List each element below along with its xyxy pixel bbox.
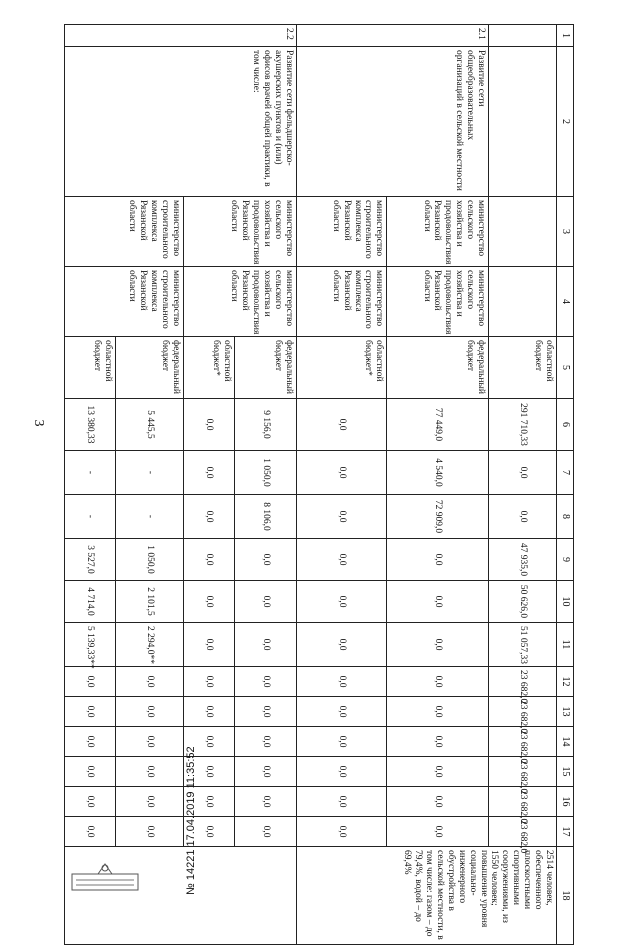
value-cell: 0,0 xyxy=(296,757,386,787)
executor-cell: министерство сельского хозяйства и продовольствия Рязанской области xyxy=(387,197,489,267)
value-cell: 0,0 xyxy=(115,787,183,817)
coexecutor-cell: министерство строительного комплекса Рязанской области xyxy=(65,267,184,337)
table-row xyxy=(387,25,489,945)
value-cell: 0,0 xyxy=(183,817,234,847)
value-cell: 23 682,0 xyxy=(489,697,557,727)
value-cell: 3 527,0 xyxy=(65,539,116,581)
value-cell: 0,0 xyxy=(387,581,489,623)
value-cell: 23 682,0 xyxy=(489,667,557,697)
col-header: 7 xyxy=(557,451,574,495)
value-cell: 0,0 xyxy=(234,757,296,787)
value-cell: 0,0 xyxy=(387,623,489,667)
value-cell: 50 626,0 xyxy=(489,581,557,623)
value-cell: 0,0 xyxy=(115,667,183,697)
value-cell: 1 050,0 xyxy=(115,539,183,581)
value-cell: 0,0 xyxy=(234,697,296,727)
col-header: 8 xyxy=(557,495,574,539)
value-cell: 4 540,0 xyxy=(387,451,489,495)
value-cell: 23 682,0 xyxy=(489,787,557,817)
col-header: 4 xyxy=(557,267,574,337)
value-cell: 0,0 xyxy=(234,787,296,817)
value-cell: 0,0 xyxy=(65,787,116,817)
value-cell: 0,0 xyxy=(387,697,489,727)
row-title: Развитие сети фельдшерско-акушерских пунктов и (или) офисов врачей общей практики, в том числе: xyxy=(65,47,297,197)
col-header: 9 xyxy=(557,539,574,581)
value-cell: 51 057,33 xyxy=(489,623,557,667)
coexecutor-cell: министерство сельского хозяйства и продовольствия Рязанской области xyxy=(387,267,489,337)
col-header: 6 xyxy=(557,399,574,451)
value-cell: 0,0 xyxy=(65,697,116,727)
value-cell: 0,0 xyxy=(387,667,489,697)
value-cell: 0,0 xyxy=(65,817,116,847)
value-cell: 0,0 xyxy=(65,727,116,757)
budget-cell: федеральный бюджет xyxy=(115,337,183,399)
value-cell: 0,0 xyxy=(387,539,489,581)
value-cell: 9 156,0 xyxy=(234,399,296,451)
value-cell: 0,0 xyxy=(183,539,234,581)
value-cell: 0,0 xyxy=(296,817,386,847)
value-cell: 5 139,33** xyxy=(65,623,116,667)
value-cell: 0,0 xyxy=(296,787,386,817)
registration-text: № 14221 17.04.2019 11:35:52 xyxy=(185,746,197,895)
value-cell: 0,0 xyxy=(183,727,234,757)
value-cell: 0,0 xyxy=(387,787,489,817)
value-cell: 77 449,0 xyxy=(387,399,489,451)
value-cell: 0,0 xyxy=(234,581,296,623)
document-registration-id xyxy=(185,640,199,900)
budget-cell: областной бюджет* xyxy=(296,337,386,399)
value-cell: 0,0 xyxy=(183,757,234,787)
col-header: 2 xyxy=(557,47,574,197)
budget-cell: федеральный бюджет xyxy=(387,337,489,399)
value-cell: 0,0 xyxy=(296,495,386,539)
value-cell: 5 445,5 xyxy=(115,399,183,451)
value-cell: 0,0 xyxy=(115,727,183,757)
value-cell: 0,0 xyxy=(183,451,234,495)
coexecutor-cell: министерство строительного комплекса Рязанской области xyxy=(296,267,386,337)
col-header: 13 xyxy=(557,697,574,727)
col-header: 18 xyxy=(557,847,574,945)
budget-cell: федеральный бюджет xyxy=(234,337,296,399)
value-cell: 0,0 xyxy=(296,667,386,697)
budget-cell: областной бюджет xyxy=(489,337,557,399)
value-cell: 0,0 xyxy=(296,539,386,581)
coexecutor-cell: министерство сельского хозяйства и продовольствия Рязанской области xyxy=(183,267,296,337)
value-cell: 1 050,0 xyxy=(234,451,296,495)
value-cell: - xyxy=(115,451,183,495)
value-cell: 72 909,0 xyxy=(387,495,489,539)
row-number: 2.2 xyxy=(65,25,297,47)
value-cell: 0,0 xyxy=(183,667,234,697)
value-cell: 0,0 xyxy=(296,623,386,667)
budget-cell: областной бюджет* xyxy=(183,337,234,399)
value-cell: 0,0 xyxy=(115,757,183,787)
budget-cell: областной бюджет xyxy=(65,337,116,399)
value-cell: 0,0 xyxy=(183,697,234,727)
value-cell: 0,0 xyxy=(489,495,557,539)
row-number: 2.1 xyxy=(296,25,488,47)
col-header: 14 xyxy=(557,727,574,757)
value-cell: 0,0 xyxy=(387,817,489,847)
value-cell: 0,0 xyxy=(387,757,489,787)
col-header: 3 xyxy=(557,197,574,267)
result-cell: 2514 человек, обеспеченного плоскостными спортивными сооружениями, из 1550 человек; повышение уровня социально-инженерного обустройства в сельской местности, в том числе: газом – до 79,4%, водой – до 69,4% xyxy=(296,847,556,945)
value-cell: 0,0 xyxy=(296,727,386,757)
col-header: 1 xyxy=(557,25,574,47)
value-cell: 0,0 xyxy=(65,667,116,697)
value-cell: 13 380,33 xyxy=(65,399,116,451)
value-cell: 0,0 xyxy=(387,727,489,757)
value-cell: 0,0 xyxy=(234,667,296,697)
value-cell: 23 682,0 xyxy=(489,757,557,787)
col-header: 5 xyxy=(557,337,574,399)
value-cell: 2 294,0** xyxy=(115,623,183,667)
value-cell: - xyxy=(65,495,116,539)
program-table-rotated xyxy=(64,24,574,940)
value-cell: 291 710,33 xyxy=(489,399,557,451)
value-cell: 8 106,0 xyxy=(234,495,296,539)
value-cell: 47 935,0 xyxy=(489,539,557,581)
executor-cell: министерство сельского хозяйства и продовольствия Рязанской области xyxy=(183,197,296,267)
value-cell: 0,0 xyxy=(296,399,386,451)
value-cell: 0,0 xyxy=(489,451,557,495)
value-cell: 0,0 xyxy=(183,399,234,451)
value-cell: 2 101,5 xyxy=(115,581,183,623)
value-cell: - xyxy=(115,495,183,539)
value-cell: 0,0 xyxy=(183,495,234,539)
value-cell: 4 714,0 xyxy=(65,581,116,623)
value-cell: 0,0 xyxy=(296,697,386,727)
col-header: 16 xyxy=(557,787,574,817)
value-cell: 0,0 xyxy=(65,757,116,787)
table-row xyxy=(489,25,557,945)
executor-cell: министерство строительного комплекса Рязанской области xyxy=(296,197,386,267)
value-cell: 0,0 xyxy=(183,787,234,817)
col-header: 12 xyxy=(557,667,574,697)
value-cell: 0,0 xyxy=(183,623,234,667)
col-header: 17 xyxy=(557,817,574,847)
value-cell: 0,0 xyxy=(296,581,386,623)
page-number: 3 xyxy=(31,419,46,427)
value-cell: 0,0 xyxy=(234,817,296,847)
value-cell: 0,0 xyxy=(296,451,386,495)
value-cell: 23 682,0 xyxy=(489,727,557,757)
value-cell: 0,0 xyxy=(234,727,296,757)
value-cell: 0,0 xyxy=(115,697,183,727)
header-row xyxy=(557,25,574,945)
row-title: Развитие сети общеобразовательных организаций в сельской местности xyxy=(296,47,488,197)
col-header: 15 xyxy=(557,757,574,787)
value-cell: - xyxy=(65,451,116,495)
value-cell: 0,0 xyxy=(234,539,296,581)
executor-cell: министерство строительного комплекса Рязанской области xyxy=(65,197,184,267)
table-row xyxy=(234,25,296,945)
col-header: 11 xyxy=(557,623,574,667)
value-cell: 0,0 xyxy=(234,623,296,667)
col-header: 10 xyxy=(557,581,574,623)
program-table xyxy=(64,24,574,945)
value-cell: 23 682,0 xyxy=(489,817,557,847)
registration-stamp-icon xyxy=(70,860,140,892)
value-cell: 0,0 xyxy=(183,581,234,623)
value-cell: 0,0 xyxy=(115,817,183,847)
